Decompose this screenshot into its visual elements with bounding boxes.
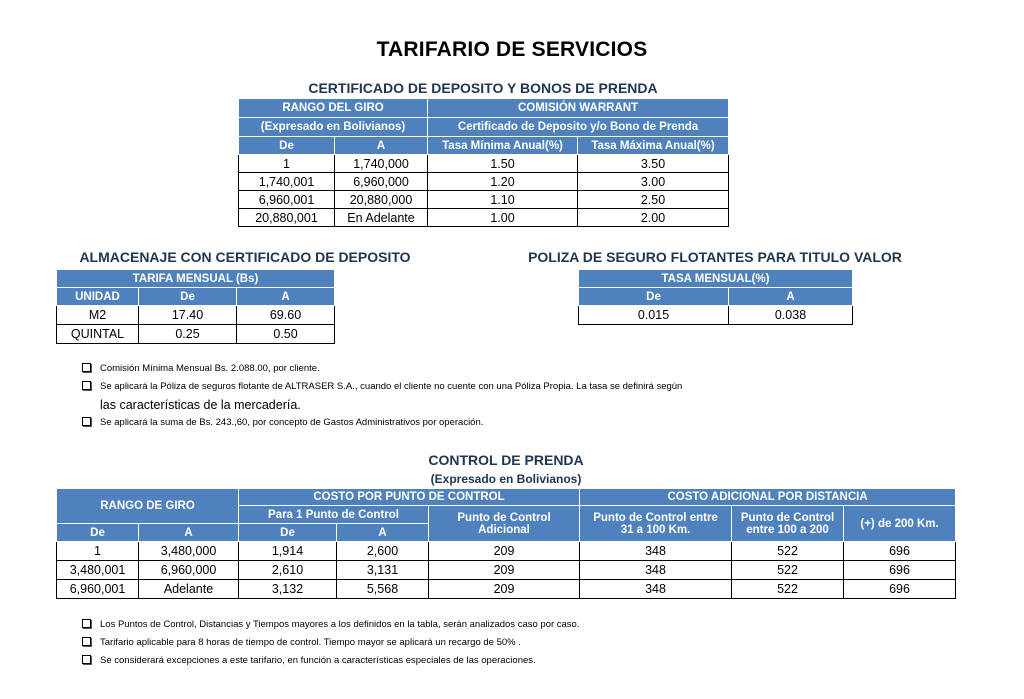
cell: 209 xyxy=(429,561,580,580)
note-item xyxy=(82,381,682,392)
tasa-header: TASA MENSUAL(%) xyxy=(579,270,853,288)
cell: 1.50 xyxy=(428,155,578,173)
table-row xyxy=(579,306,853,325)
dist-31-100-header xyxy=(580,506,732,542)
cell: 348 xyxy=(580,542,732,561)
col-rango-de: De xyxy=(57,524,139,542)
col-a: A xyxy=(729,288,853,306)
dist-100-200-header xyxy=(732,506,844,542)
col-de: De xyxy=(579,288,729,306)
costo-punto-header: COSTO POR PUNTO DE CONTROL xyxy=(239,489,580,506)
table-row xyxy=(57,561,956,580)
almacenaje-table xyxy=(56,269,335,344)
cell: 17.40 xyxy=(139,306,237,325)
cell: 522 xyxy=(732,561,844,580)
note-item xyxy=(82,637,521,648)
note-text: Comisión Mínima Mensual Bs. 2.088.00, por cliente. xyxy=(100,363,320,374)
cell: 1.10 xyxy=(428,191,578,209)
control-subtitle: (Expresado en Bolivianos) xyxy=(430,472,582,486)
cell: 20,880,000 xyxy=(335,191,428,209)
table-row xyxy=(57,542,956,561)
cell: 696 xyxy=(844,561,956,580)
cell: 0.015 xyxy=(579,306,729,325)
comision-header: COMISIÓN WARRANT xyxy=(428,99,729,118)
cell: 0.25 xyxy=(139,325,237,344)
cell: Adelante xyxy=(139,580,239,599)
poliza-title: POLIZA DE SEGURO FLOTANTES PARA TITULO VALOR xyxy=(528,249,902,265)
checkbox-bullet-icon xyxy=(82,381,91,390)
cell: 209 xyxy=(429,580,580,599)
col-tasa-min: Tasa Mínima Anual(%) xyxy=(428,137,578,155)
almacenaje-title: ALMACENAJE CON CERTIFICADO DE DEPOSITO xyxy=(79,249,411,265)
col-de: De xyxy=(239,137,335,155)
checkbox-bullet-icon xyxy=(82,655,91,664)
header-line: entre 100 a 200 xyxy=(746,523,829,536)
cell: 209 xyxy=(429,542,580,561)
cell: 348 xyxy=(580,580,732,599)
cell: 3.50 xyxy=(578,155,729,173)
cell: 522 xyxy=(732,542,844,561)
note-item xyxy=(82,363,320,374)
cell: 1 xyxy=(57,542,139,561)
cell: 1,740,001 xyxy=(239,173,335,191)
cell: 2.50 xyxy=(578,191,729,209)
cell: 1,914 xyxy=(239,542,337,561)
rango-header: RANGO DEL GIRO xyxy=(239,99,428,118)
cell: 6,960,001 xyxy=(239,191,335,209)
cell: 6,960,001 xyxy=(57,580,139,599)
cell: 2,600 xyxy=(337,542,429,561)
note-text: Tarifario aplicable para 8 horas de tiempo de control. Tiempo mayor se aplicará un recargo de 50% . xyxy=(100,637,521,648)
table-row xyxy=(57,306,335,325)
header-line: 31 a 100 Km. xyxy=(620,523,691,536)
cell: 1,740,000 xyxy=(335,155,428,173)
header-line: Punto de Control xyxy=(457,511,551,524)
col-de: De xyxy=(139,288,237,306)
cell: 2.00 xyxy=(578,209,729,227)
cell: 3,480,001 xyxy=(57,561,139,580)
note-text: Se considerará excepciones a este tarifario, en función a características especiales de las operaciones. xyxy=(100,655,536,666)
header-line: Adicional xyxy=(478,523,530,536)
cell: 522 xyxy=(732,580,844,599)
header-line: Punto de Control entre xyxy=(593,511,718,524)
cell: En Adelante xyxy=(335,209,428,227)
cell: M2 xyxy=(57,306,139,325)
col-costo-a: A xyxy=(337,524,429,542)
note-continuation: las características de la mercadería. xyxy=(100,398,301,412)
note-item xyxy=(82,655,536,666)
certificado-title: CERTIFICADO DE DEPOSITO Y BONOS DE PRENDA xyxy=(308,80,658,96)
cell: 6,960,000 xyxy=(139,561,239,580)
table-row xyxy=(57,325,335,344)
cell: 1.20 xyxy=(428,173,578,191)
cell: 696 xyxy=(844,542,956,561)
certificado-table xyxy=(238,98,729,227)
note-text: Se aplicará la Póliza de seguros flotante de ALTRASER S.A., cuando el cliente no cuente con una Póliza Propia. La tasa se definirá según xyxy=(100,381,683,392)
cell: 1 xyxy=(239,155,335,173)
poliza-table xyxy=(578,269,853,325)
dist-200-header: (+) de 200 Km. xyxy=(844,506,956,542)
cell: 696 xyxy=(844,580,956,599)
cell: 3,131 xyxy=(337,561,429,580)
table-row xyxy=(239,173,729,191)
rango-subheader: (Expresado en Bolivianos) xyxy=(239,118,428,137)
costo-distancia-header: COSTO ADICIONAL POR DISTANCIA xyxy=(580,489,956,506)
table-row xyxy=(239,209,729,227)
col-unidad: UNIDAD xyxy=(57,288,139,306)
cell: 3,132 xyxy=(239,580,337,599)
table-row xyxy=(57,580,956,599)
cell: 6,960,000 xyxy=(335,173,428,191)
control-title: CONTROL DE PRENDA xyxy=(428,452,584,468)
tarifa-header: TARIFA MENSUAL (Bs) xyxy=(57,270,335,288)
col-a: A xyxy=(237,288,335,306)
checkbox-bullet-icon xyxy=(82,619,91,628)
control-table xyxy=(56,488,956,599)
col-a: A xyxy=(335,137,428,155)
col-rango-a: A xyxy=(139,524,239,542)
rango-header: RANGO DE GIRO xyxy=(57,489,239,524)
page-title: TARIFARIO DE SERVICIOS xyxy=(376,38,648,61)
note-item xyxy=(82,619,579,630)
note-text: Los Puntos de Control, Distancias y Tiempos mayores a los definidos en la tabla, serán analizados caso por caso. xyxy=(100,619,580,630)
col-costo-de: De xyxy=(239,524,337,542)
note-item xyxy=(82,417,483,428)
cell: QUINTAL xyxy=(57,325,139,344)
cell: 69.60 xyxy=(237,306,335,325)
para1-header: Para 1 Punto de Control xyxy=(239,506,429,524)
cell: 3.00 xyxy=(578,173,729,191)
comision-subheader: Certificado de Deposito y/o Bono de Prenda xyxy=(428,118,729,137)
cell: 5,568 xyxy=(337,580,429,599)
cell: 0.50 xyxy=(237,325,335,344)
cell: 3,480,000 xyxy=(139,542,239,561)
punto-adicional-header xyxy=(429,506,580,542)
cell: 20,880,001 xyxy=(239,209,335,227)
cell: 1.00 xyxy=(428,209,578,227)
note-text: Se aplicará la suma de Bs. 243.,60, por concepto de Gastos Administrativos por operación. xyxy=(100,417,484,428)
table-row xyxy=(239,155,729,173)
table-row xyxy=(239,191,729,209)
cell: 348 xyxy=(580,561,732,580)
checkbox-bullet-icon xyxy=(82,637,91,646)
checkbox-bullet-icon xyxy=(82,363,91,372)
col-tasa-max: Tasa Máxima Anual(%) xyxy=(578,137,729,155)
cell: 2,610 xyxy=(239,561,337,580)
checkbox-bullet-icon xyxy=(82,417,91,426)
header-line: Punto de Control xyxy=(740,511,835,524)
cell: 0.038 xyxy=(729,306,853,325)
